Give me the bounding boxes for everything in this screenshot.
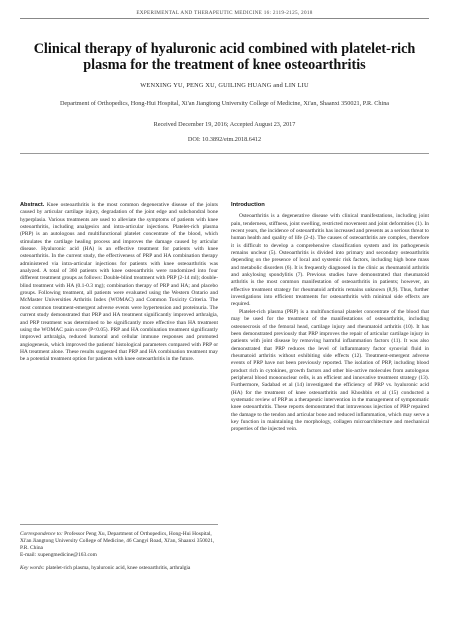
left-column (20, 202, 218, 434)
keywords-text: platelet-rich plasma, hyaluronic acid, knee osteoarthritis, arthralgia (45, 565, 191, 571)
intro-paragraph: Platelet-rich plasma (PRP) is a multifunctional platelet concentrate of the blood that may be used for the treatment of the manifestations of osteoarthritis, including osteonecrosis of the femoral head, cartilage injury and rheumatoid arthritis (10). It has been demonstrated previously that PRP improves the repair of articular cartilage injury in patients with joint disease by removing harmful inflammation factors (11). It was also demonstrated that PRP reduces the level of inflammatory factor synovial fluid in rheumatoid arthritis without exhibiting side effects (12). Treatment-emergent adverse events of PRP have not been previously reported. The isolation of PRP, including blood product rich in cytokines, growth factors and other bio-active molecules from autologous peripheral blood mononuclear cells, is an efficient and innovative treatment strategy (13). Furthermore, Sadabad et al (14) investigated the efficiency of PRP vs. hyaluronic acid (HA) for the treatment of knee osteoarthritis and Khoshbin et al (15) conducted a systematic review of PRP as a therapeutic intervention in the management of symptomatic knee osteoarthritis. These reports demonstrated that intravenous injection of PRP repaired the damage to the tendon and articular bone and reduced inflammation, which may serve a key function in maintaining the morphology, collagen microarchitecture and mechanical properties of the injected vein. (231, 308, 429, 433)
journal-header: EXPERIMENTAL AND THERAPEUTIC MEDICINE 16: 2119-2125, 2018 (20, 10, 429, 19)
article-affiliation: Department of Orthopedics, Hong-Hui Hospital, Xi'an Jiangtong University College of Medicine, Xi'an, Shaanxi 350021, P.R. China (59, 100, 390, 108)
correspondence-footnote (20, 524, 218, 572)
header-divider (20, 153, 429, 154)
article-title: Clinical therapy of hyaluronic acid combined with platelet-rich plasma for the treatment of knee osteoarthritis (33, 41, 416, 74)
abstract-heading: Abstract. (20, 202, 45, 208)
article-dates: Received December 19, 2016; Accepted August 23, 2017 (153, 120, 296, 128)
correspondence (20, 531, 218, 552)
intro-paragraph: Osteoarthritis is a degenerative disease with clinical manifestations, including joint pain, tenderness, stiffness, joint swelling, restricted movement and joint deformities (1). In recent years, the incidence of osteoarthritis has increased and presents as a serious threat to human health and quality of life (2-4). The causes of osteoarthritis are complex, therefore it is difficult to develop a comprehensive classification system and its pathogenesis remains unclear (5). Osteoarthritis is divided into primary and secondary osteoarthritis depending on the presence of local and systemic risk factors, including high bone mass and metabolic disorders (6). It is frequently diagnosed in the clinic as rheumatoid arthritis and ankylosing spondylitis (7). Previous studies have demonstrated that rheumatoid arthritis is the most common manifestation of osteoarthritis in patients; however, an effective treatment strategy for rheumatoid arthritis remains unknown (8,9). Thus, further investigations into efficient treatments for osteoarthritis with minimal side effects are required. (231, 213, 429, 308)
correspondence-text: Professor Peng Xu, Department of Orthopedics, Hong-Hui Hospital, Xi'an Jiangtong University College of Medicine, 46 Cangyi Road, Xi'an, Shaanxi 350021, P.R. China (20, 531, 215, 551)
introduction-heading: Introduction (231, 202, 265, 208)
right-column (231, 202, 429, 434)
abstract (20, 202, 218, 364)
correspondence-label: Correspondence to: (20, 531, 63, 537)
abstract-text: Knee osteoarthritis is the most common degenerative disease of the joints caused by articular cartilage injury, degradation of the joint edge and subchondral bone hyperplasia. Various treatments are used to alleviate the symptoms of patients with knee osteoarthritis, including analgesics and intra-articular injections. Platelet-rich plasma (PRP) is an autologous and multifunctional platelet concentrate of the blood, which stimulates the cartilage healing process and improves the damage caused by articular disease. Hyaluronic acid (HA) is an effective treatment for patients with knee osteoarthritis. In the current study, the effectiveness of PRP and HA combination therapy administered via intra-articular injections for patients with knee osteoarthritis was analyzed. A total of 360 patients with knee osteoarthritis were randomized into four different treatment groups as follows: Double-blind treatment with PRP (2-14 ml); double-blind treatment with HA (0.1-0.3 mg); combination therapy of PRP and HA; and placebo groups. Following treatment, all patients were evaluated using the Western Ontario and McMaster Universities Arthritis Index (WOMAC) and Common Toxicity Criteria. The most common treatment-emergent adverse events were hypertension and proteinuria. The current study demonstrated that PRP and HA treatment significantly improved arthralgia, and PRP treatment was determined to be significantly more effective than HA treatment using the WOMAC pain score (P<0.05). PRP and HA combination treatment significantly improved arthralgia, reduced humoral and cellular immune responses and promoted angiogenesis, which improved the patients' histological parameters compared with PRP or HA treatment alone. These results suggested that PRP and HA combination treatment may be a potential treatment option for patients with knee osteoarthritis in the future. (20, 202, 218, 363)
article-authors: WENXING YU, PENG XU, GUILING HUANG and LIN LIU (140, 82, 309, 90)
body-columns (20, 202, 429, 434)
correspondence-email[interactable]: E-mail: xupengmedicine@163.com (20, 552, 97, 558)
article-doi: DOI: 10.3892/etm.2018.6412 (187, 135, 262, 143)
keywords-label: Key words: (20, 565, 45, 571)
keywords (20, 565, 218, 572)
